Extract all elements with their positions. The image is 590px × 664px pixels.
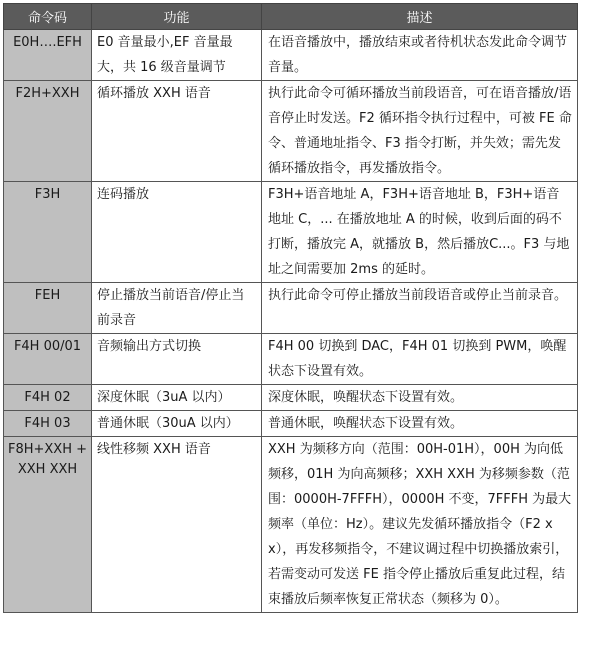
description-cell: 普通休眠，唤醒状态下设置有效。 — [262, 411, 578, 437]
command-code-cell: F3H — [4, 182, 92, 283]
command-code-cell: E0H….EFH — [4, 30, 92, 81]
command-code-cell: F8H+XXH +XXH XXH — [4, 437, 92, 613]
command-code-cell: F4H 00/01 — [4, 334, 92, 385]
function-cell: 普通休眠（30uA 以内） — [92, 411, 262, 437]
header-row — [4, 4, 578, 30]
description-cell: 执行此命令可停止播放当前段语音或停止当前录音。 — [262, 283, 578, 334]
table-row — [4, 411, 578, 437]
table-row — [4, 385, 578, 411]
function-cell: 线性移频 XXH 语音 — [92, 437, 262, 613]
description-cell: 在语音播放中，播放结束或者待机状态发此命令调节音量。 — [262, 30, 578, 81]
description-cell: F4H 00 切换到 DAC，F4H 01 切换到 PWM，唤醒状态下设置有效。 — [262, 334, 578, 385]
table-row — [4, 81, 578, 182]
function-cell: 循环播放 XXH 语音 — [92, 81, 262, 182]
header-command-code: 命令码 — [4, 4, 92, 30]
function-cell: 连码播放 — [92, 182, 262, 283]
function-cell: 音频输出方式切换 — [92, 334, 262, 385]
command-code-cell: F4H 02 — [4, 385, 92, 411]
command-table — [3, 3, 578, 613]
function-cell: E0 音量最小,EF 音量最大，共 16 级音量调节 — [92, 30, 262, 81]
table-row — [4, 334, 578, 385]
description-cell: 深度休眠，唤醒状态下设置有效。 — [262, 385, 578, 411]
table-row — [4, 283, 578, 334]
command-code-cell: F2H+XXH — [4, 81, 92, 182]
table-row — [4, 30, 578, 81]
description-cell: XXH 为频移方向（范围：00H-01H），00H 为向低频移，01H 为向高频移；XXH XXH 为移频参数（范围：0000H-7FFFH），0000H 不变，7FFFH 为最大频率（单位：Hz）。建议先发循环播放指令（F2 xx），再发移频指令，不建议调过程中切换播放索引，若需变动可发送 FE 指令停止播放后重复此过程，结束播放后频率恢复正常状态（频移为 0）。 — [262, 437, 578, 613]
table-row — [4, 437, 578, 613]
command-code-cell: FEH — [4, 283, 92, 334]
header-description: 描述 — [262, 4, 578, 30]
command-code-cell: F4H 03 — [4, 411, 92, 437]
function-cell: 停止播放当前语音/停止当前录音 — [92, 283, 262, 334]
description-cell: 执行此命令可循环播放当前段语音，可在语音播放/语音停止时发送。F2 循环指令执行过程中，可被 FE 命令、普通地址指令、F3 指令打断，并失效；需先发循环播放指令，再发播放指令。 — [262, 81, 578, 182]
description-cell: F3H+语音地址 A，F3H+语音地址 B，F3H+语音地址 C，... 在播放地址 A 的时候，收到后面的码不打断，播放完 A，就播放 B，然后播放C...。F3 与地址之间需要加 2ms 的延时。 — [262, 182, 578, 283]
header-function: 功能 — [92, 4, 262, 30]
table-row — [4, 182, 578, 283]
function-cell: 深度休眠（3uA 以内） — [92, 385, 262, 411]
